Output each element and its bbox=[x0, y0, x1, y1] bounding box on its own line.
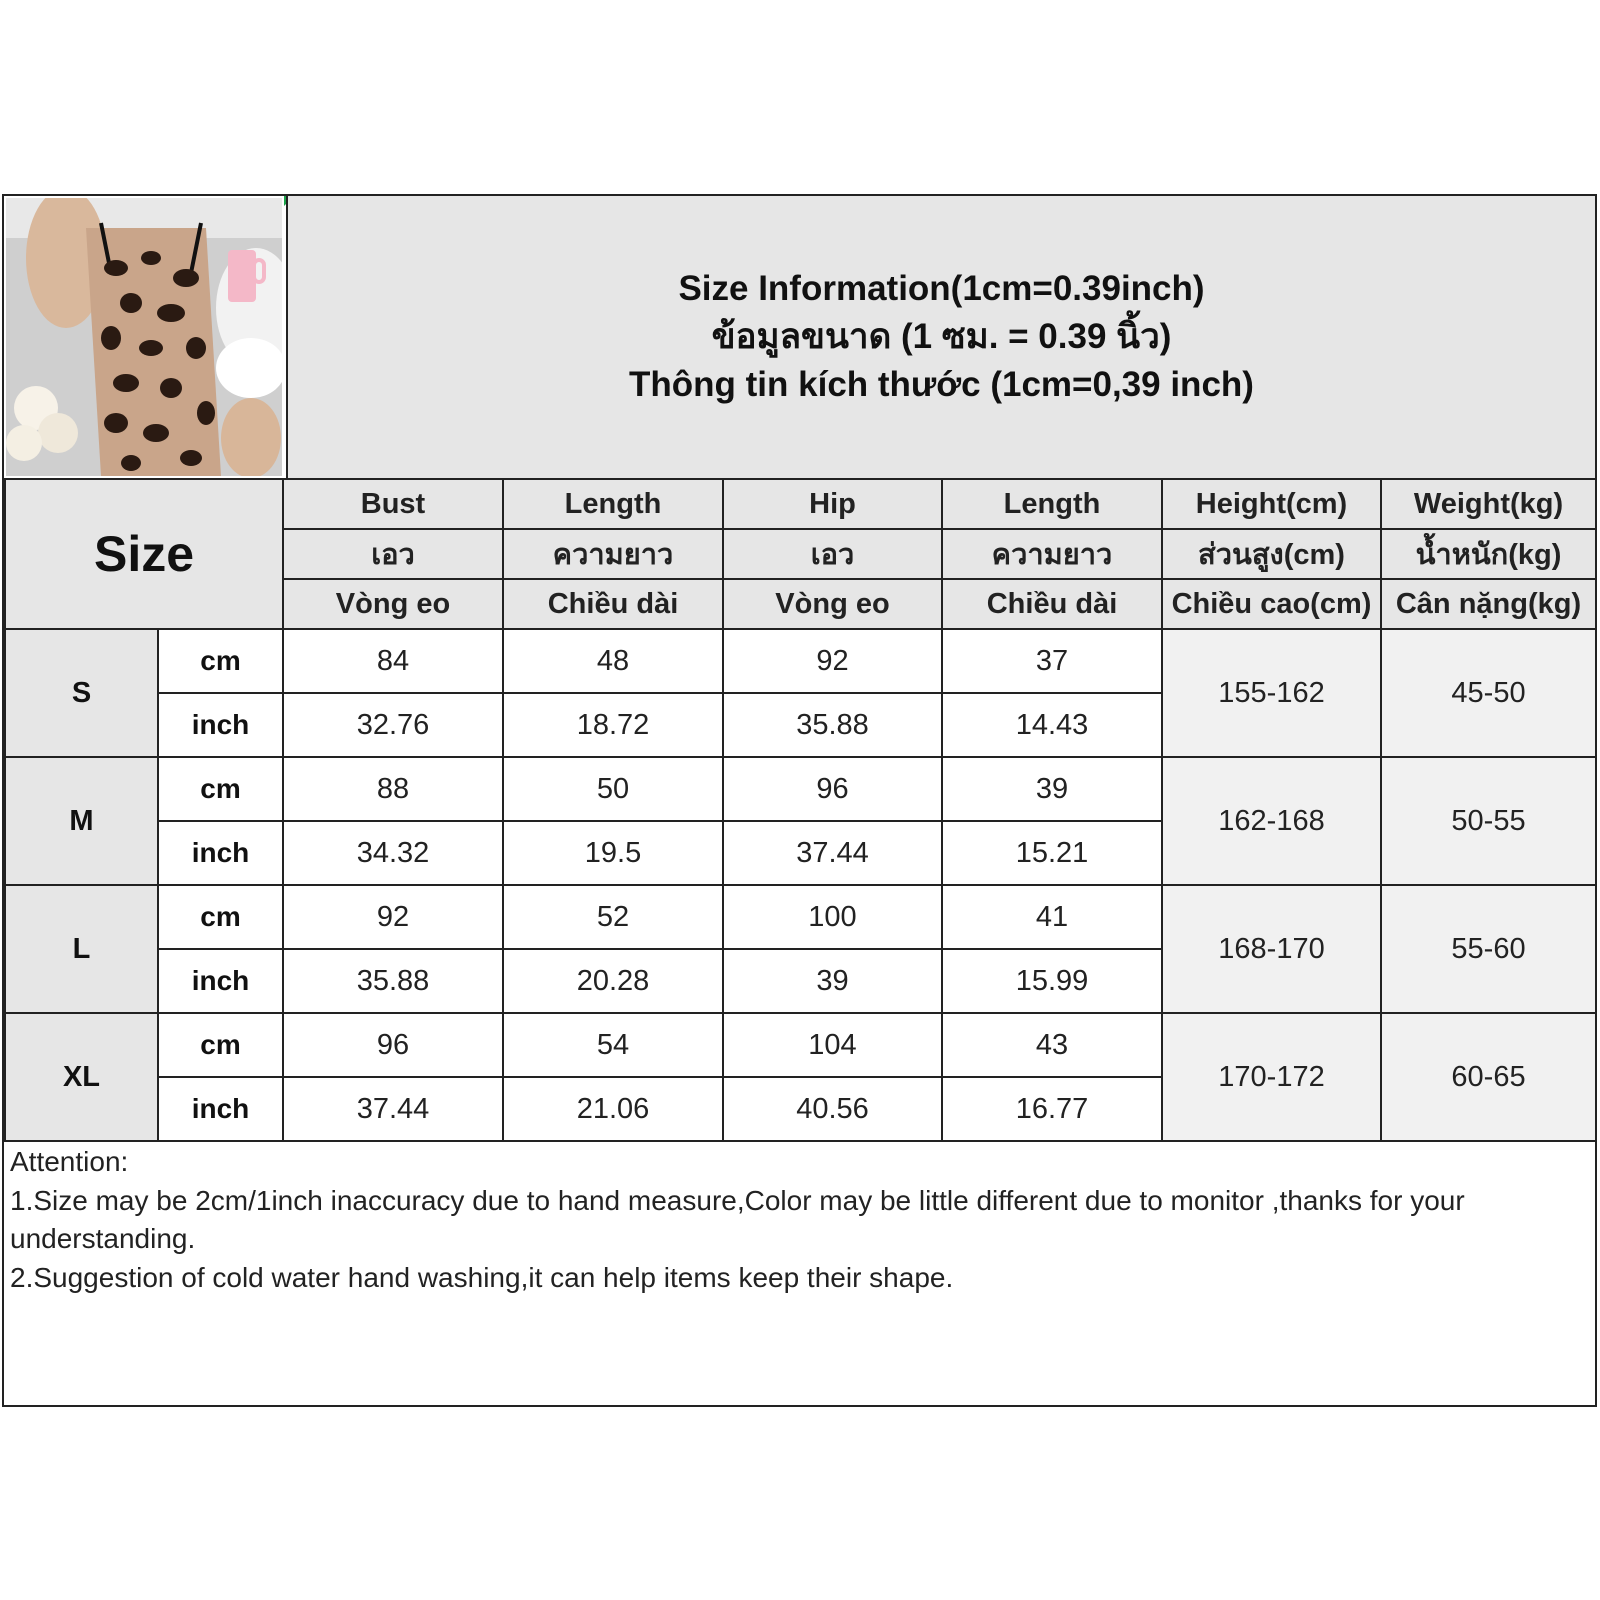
value-cell: 100 bbox=[723, 885, 942, 949]
unit-cell: cm bbox=[158, 885, 283, 949]
unit-cell: cm bbox=[158, 757, 283, 821]
col-header-th: เอว bbox=[283, 529, 503, 579]
col-header-th: เอว bbox=[723, 529, 942, 579]
value-cell: 50 bbox=[503, 757, 723, 821]
value-cell: 15.21 bbox=[942, 821, 1162, 885]
col-header-th: ส่วนสูง(cm) bbox=[1162, 529, 1381, 579]
value-cell: 37 bbox=[942, 629, 1162, 693]
attention-notes bbox=[4, 1139, 1595, 1297]
value-cell: 52 bbox=[503, 885, 723, 949]
value-cell: 35.88 bbox=[283, 949, 503, 1013]
col-header-en: Height(cm) bbox=[1162, 479, 1381, 529]
weight-cell: 60-65 bbox=[1381, 1013, 1596, 1141]
table-row bbox=[5, 885, 1596, 949]
note-item: 2.Suggestion of cold water hand washing,it can help items keep their shape. bbox=[10, 1261, 954, 1293]
size-name-cell: L bbox=[5, 885, 158, 1013]
table-row bbox=[5, 757, 1596, 821]
unit-cell: cm bbox=[158, 1013, 283, 1077]
unit-cell: cm bbox=[158, 629, 283, 693]
value-cell: 16.77 bbox=[942, 1077, 1162, 1141]
col-header-vi: Cân nặng(kg) bbox=[1381, 579, 1596, 629]
col-header-vi: Chiều dài bbox=[942, 579, 1162, 629]
weight-cell: 50-55 bbox=[1381, 757, 1596, 885]
weight-cell: 55-60 bbox=[1381, 885, 1596, 1013]
header-title-th: ข้อมูลขนาด (1 ซม. = 0.39 นิ้ว) bbox=[711, 317, 1172, 356]
value-cell: 37.44 bbox=[723, 821, 942, 885]
size-chart bbox=[2, 194, 1597, 1407]
col-header-th: ความยาว bbox=[942, 529, 1162, 579]
height-cell: 168-170 bbox=[1162, 885, 1381, 1013]
table-row bbox=[5, 629, 1596, 693]
value-cell: 92 bbox=[283, 885, 503, 949]
product-photo bbox=[6, 198, 282, 476]
value-cell: 34.32 bbox=[283, 821, 503, 885]
value-cell: 88 bbox=[283, 757, 503, 821]
value-cell: 37.44 bbox=[283, 1077, 503, 1141]
notes-title: Attention: bbox=[10, 1146, 129, 1177]
value-cell: 35.88 bbox=[723, 693, 942, 757]
size-column-header: Size bbox=[5, 479, 283, 629]
height-cell: 162-168 bbox=[1162, 757, 1381, 885]
col-header-th: น้ำหนัก(kg) bbox=[1381, 529, 1596, 579]
value-cell: 15.99 bbox=[942, 949, 1162, 1013]
col-header-en: Length bbox=[503, 479, 723, 529]
height-cell: 170-172 bbox=[1162, 1013, 1381, 1141]
value-cell: 41 bbox=[942, 885, 1162, 949]
value-cell: 54 bbox=[503, 1013, 723, 1077]
value-cell: 48 bbox=[503, 629, 723, 693]
value-cell: 20.28 bbox=[503, 949, 723, 1013]
unit-cell: inch bbox=[158, 821, 283, 885]
value-cell: 96 bbox=[283, 1013, 503, 1077]
chart-header bbox=[286, 196, 1595, 478]
col-header-en: Weight(kg) bbox=[1381, 479, 1596, 529]
unit-cell: inch bbox=[158, 693, 283, 757]
col-header-vi: Chiều cao(cm) bbox=[1162, 579, 1381, 629]
value-cell: 14.43 bbox=[942, 693, 1162, 757]
unit-cell: inch bbox=[158, 949, 283, 1013]
value-cell: 40.56 bbox=[723, 1077, 942, 1141]
value-cell: 39 bbox=[723, 949, 942, 1013]
value-cell: 32.76 bbox=[283, 693, 503, 757]
col-header-en: Bust bbox=[283, 479, 503, 529]
note-item: 1.Size may be 2cm/1inch inaccuracy due to hand measure,Color may be little different due to monitor ,thanks for your understanding. bbox=[10, 1184, 1465, 1254]
size-name-cell: S bbox=[5, 629, 158, 757]
size-table bbox=[4, 478, 1597, 1142]
value-cell: 96 bbox=[723, 757, 942, 821]
col-header-vi: Vòng eo bbox=[723, 579, 942, 629]
header-title-en: Size Information(1cm=0.39inch) bbox=[678, 269, 1205, 308]
height-cell: 155-162 bbox=[1162, 629, 1381, 757]
table-row bbox=[5, 1013, 1596, 1077]
weight-cell: 45-50 bbox=[1381, 629, 1596, 757]
unit-cell: inch bbox=[158, 1077, 283, 1141]
size-name-cell: XL bbox=[5, 1013, 158, 1141]
col-header-th: ความยาว bbox=[503, 529, 723, 579]
value-cell: 18.72 bbox=[503, 693, 723, 757]
col-header-en: Length bbox=[942, 479, 1162, 529]
header-title-vi: Thông tin kích thước (1cm=0,39 inch) bbox=[629, 365, 1254, 404]
value-cell: 43 bbox=[942, 1013, 1162, 1077]
leopard-dress-image bbox=[6, 198, 282, 476]
value-cell: 21.06 bbox=[503, 1077, 723, 1141]
col-header-vi: Chiều dài bbox=[503, 579, 723, 629]
value-cell: 92 bbox=[723, 629, 942, 693]
value-cell: 19.5 bbox=[503, 821, 723, 885]
value-cell: 84 bbox=[283, 629, 503, 693]
col-header-vi: Vòng eo bbox=[283, 579, 503, 629]
value-cell: 104 bbox=[723, 1013, 942, 1077]
value-cell: 39 bbox=[942, 757, 1162, 821]
size-name-cell: M bbox=[5, 757, 158, 885]
col-header-en: Hip bbox=[723, 479, 942, 529]
